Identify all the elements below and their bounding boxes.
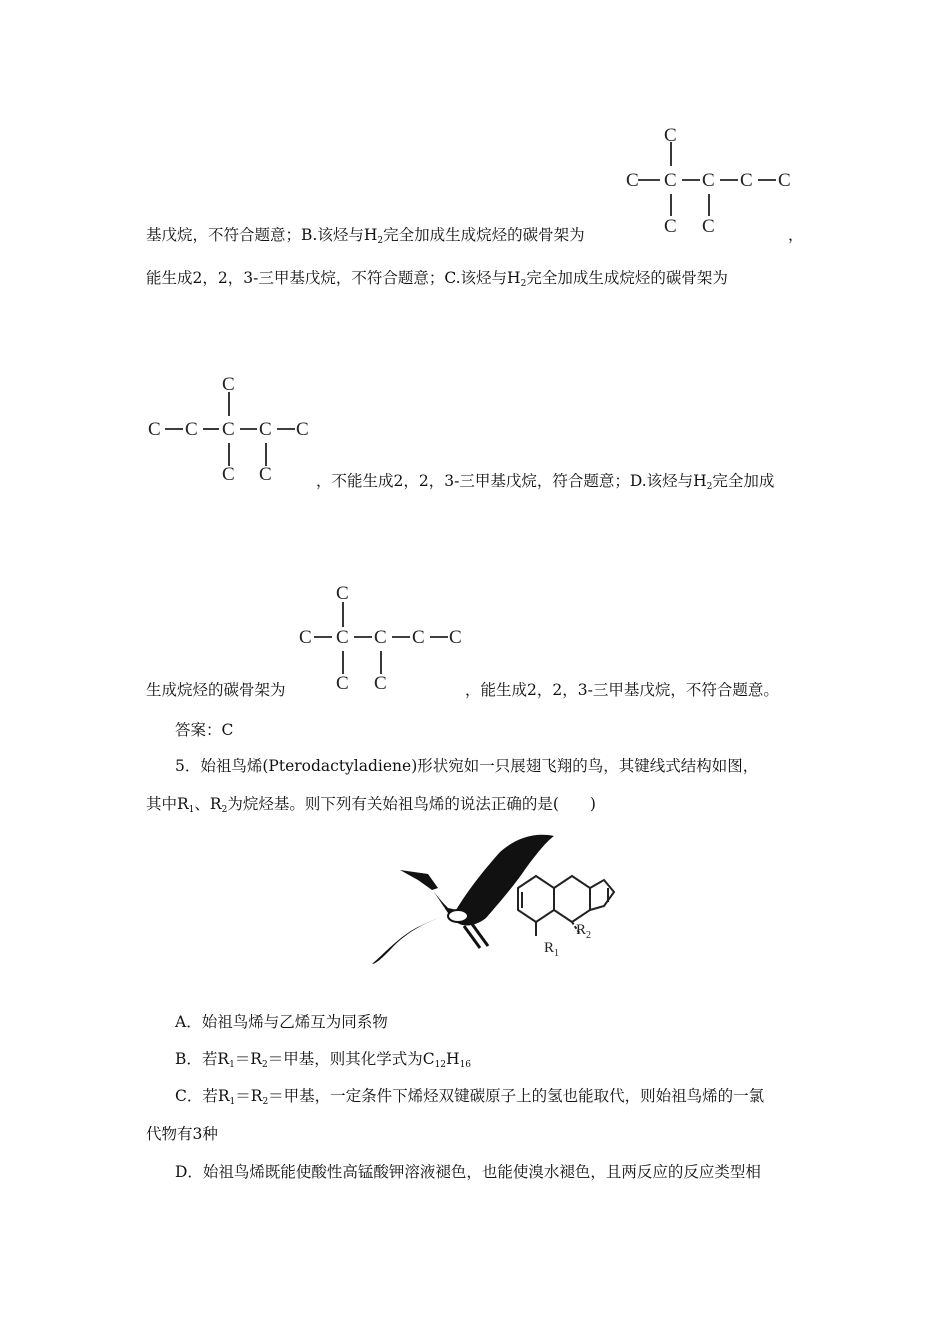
atom-c: C (412, 627, 425, 648)
option-b: B．若$R_1=R_2=$甲基，则其化学式为$C_{12}H_{16}$ (175, 1050, 472, 1070)
atom-c: C (374, 627, 387, 648)
atom-c: C (299, 627, 312, 648)
r1-label: $R_1$ (544, 940, 560, 959)
option-c-line-2: 代物有3种 (146, 1125, 218, 1143)
atom-c: C (778, 170, 791, 191)
carbon-skeleton-3 (296, 577, 476, 697)
atom-c: C (336, 627, 349, 648)
atom-c: C (336, 673, 349, 694)
bond-line-structure (518, 876, 614, 936)
atom-c: C (222, 464, 235, 485)
atom-c: C (259, 464, 272, 485)
bird-silhouette (372, 835, 554, 964)
atom-c: C (336, 583, 349, 604)
paragraph-line-1-end: ， (788, 226, 804, 244)
atom-c: C (740, 170, 753, 191)
atom-c: C (702, 216, 715, 237)
atom-c: C (185, 419, 198, 440)
atom-c: C (626, 170, 639, 191)
carbon-skeleton-1 (620, 120, 800, 240)
atom-c: C (148, 419, 161, 440)
carbon-skeleton-2 (145, 368, 325, 488)
atom-c: C (449, 627, 462, 648)
atom-c: C (222, 419, 235, 440)
paragraph-line-3: ，不能生成2，2，3-三甲基戊烷，符合题意；D.该烃与$H_2$完全加成 (316, 472, 775, 492)
atom-c: C (296, 419, 309, 440)
option-d: D．始祖鸟烯既能使酸性高锰酸钾溶液褪色，也能使溴水褪色，且两反应的反应类型相 (175, 1163, 761, 1181)
question-stem-line-1: 5．始祖鸟烯(Pterodactyladiene)形状宛如一只展翅飞翔的鸟，其键线式结构如图， (175, 757, 759, 775)
answer: 答案：C (175, 721, 234, 739)
option-c: C．若$R_1=R_2=$甲基，一定条件下烯烃双键碳原子上的氢也能取代，则始祖鸟烯的一氯 (175, 1087, 765, 1107)
pterodactyladiene-figure (368, 830, 628, 970)
paragraph-line-4a: 生成烷烃的碳骨架为 (146, 681, 286, 699)
paragraph-line-1: 基戊烷，不符合题意；B.该烃与$H_2$完全加成生成烷烃的碳骨架为 (146, 226, 585, 246)
atom-c: C (664, 125, 677, 146)
option-a: A．始祖鸟烯与乙烯互为同系物 (175, 1013, 388, 1031)
r2-label: $R_2$ (576, 922, 592, 941)
atom-c: C (664, 170, 677, 191)
atom-c: C (702, 170, 715, 191)
question-stem-line-2: 其中$R_1$、$R_2$为烷烃基。则下列有关始祖鸟烯的说法正确的是( ) (146, 795, 596, 815)
paragraph-line-2: 能生成2，2，3-三甲基戊烷，不符合题意；C.该烃与$H_2$完全加成生成烷烃的碳骨架为 (146, 269, 728, 289)
atom-c: C (259, 419, 272, 440)
atom-c: C (664, 216, 677, 237)
paragraph-line-4b: ，能生成2，2，3-三甲基戊烷，不符合题意。 (465, 681, 779, 699)
atom-c: C (374, 673, 387, 694)
atom-c: C (222, 374, 235, 395)
